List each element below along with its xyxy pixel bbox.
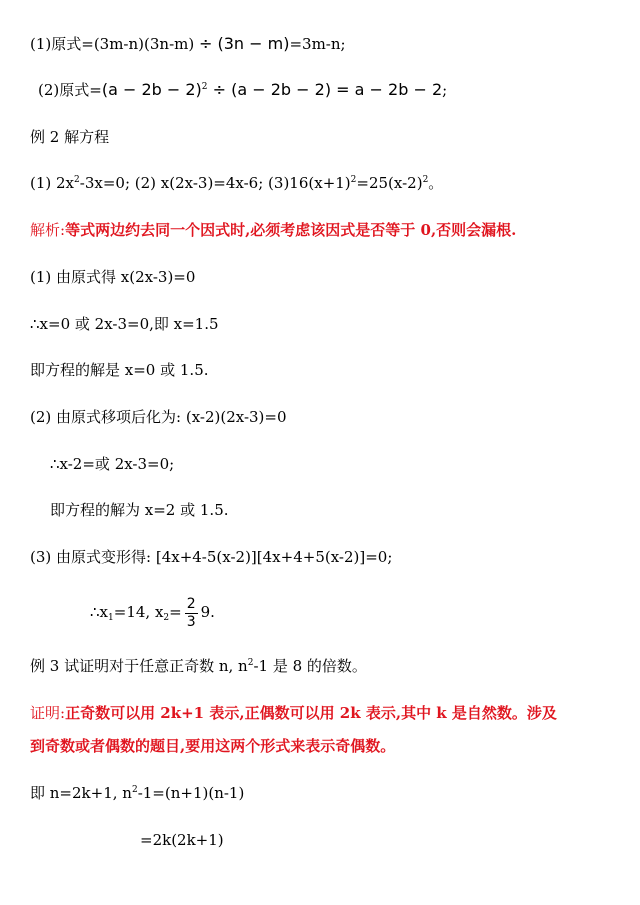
text: 即方程的解为 x=2 或 1.5. xyxy=(50,501,229,519)
analysis-text: 等式两边约去同一个因式时,必须考虑该因式是否等于 0,否则会漏根. xyxy=(65,221,517,239)
proof-step-2 xyxy=(140,830,224,850)
text: ; xyxy=(442,81,448,99)
step-1-answer xyxy=(30,360,209,380)
solution-line-1 xyxy=(30,34,346,54)
exponent: 2 xyxy=(131,785,138,795)
text: (3) 由原式变形得: [4x+4-5(x-2)][4x+4+5(x-2)]=0; xyxy=(30,548,393,566)
exponent: 2 xyxy=(247,658,254,668)
text: 例 3 试证明对于任意正奇数 n, n xyxy=(30,657,248,675)
fraction xyxy=(185,596,198,631)
solution-line-2 xyxy=(38,80,447,100)
text: 即 n=2k+1, n xyxy=(30,784,132,802)
text: =3m-n; xyxy=(289,35,346,53)
denominator: 3 xyxy=(186,613,196,630)
proof-line-2 xyxy=(30,736,395,756)
subscript: 2 xyxy=(163,613,170,623)
step-2-result xyxy=(50,454,174,474)
text: =2k(2k+1) xyxy=(140,831,224,849)
text: 。 xyxy=(428,174,444,192)
text: =25(x-2) xyxy=(356,174,423,192)
example-3-title xyxy=(30,656,367,676)
example-2-equations xyxy=(30,173,443,193)
text: ∴x-2=或 2x-3=0; xyxy=(50,455,175,473)
step-3 xyxy=(30,547,392,567)
text: (1) 由原式得 x(2x-3)=0 xyxy=(30,268,196,286)
proof-label: 证明: xyxy=(30,704,66,722)
text: 到奇数或者偶数的题目,要用这两个形式来表示奇偶数。 xyxy=(30,737,396,755)
proof-text: 正奇数可以用 2k+1 表示,正偶数可以用 2k 表示,其中 k 是自然数。涉及 xyxy=(65,704,557,722)
text: -1 是 8 的倍数。 xyxy=(253,657,367,675)
exponent: 2 xyxy=(74,175,80,185)
subscript: 1 xyxy=(108,613,114,623)
text: 即方程的解是 x=0 或 1.5. xyxy=(30,361,209,379)
exponent: 2 xyxy=(201,82,208,92)
text: (1) 2x xyxy=(30,174,75,192)
step-3-result xyxy=(90,592,215,632)
formula: (a − 2b − 2) xyxy=(101,80,202,99)
proof-step-1 xyxy=(30,783,244,803)
text: 9. xyxy=(200,603,215,621)
proof-line-1 xyxy=(30,703,557,723)
analysis-note xyxy=(30,220,516,240)
numerator: 2 xyxy=(186,595,196,612)
text: = xyxy=(169,603,182,621)
analysis-label: 解析: xyxy=(30,221,66,239)
text: (2) 由原式移项后化为: (x-2)(2x-3)=0 xyxy=(30,408,287,426)
step-2-answer xyxy=(50,500,229,520)
example-2-title xyxy=(30,127,109,147)
text: ∴x=0 或 2x-3=0,即 x=1.5 xyxy=(30,315,219,333)
text: 例 2 解方程 xyxy=(30,128,110,146)
step-2 xyxy=(30,407,287,427)
exponent: 2 xyxy=(422,175,429,185)
text: ∴x xyxy=(90,603,109,621)
step-1-result xyxy=(30,314,219,334)
formula: ÷ (a − 2b − 2) = a − 2b − 2 xyxy=(207,80,443,99)
text: -3x=0; (2) x(2x-3)=4x-6; (3)16(x+1) xyxy=(79,174,351,192)
step-1 xyxy=(30,267,195,287)
text: (1)原式=(3m-n)(3n-m) xyxy=(30,35,199,53)
text: (2)原式= xyxy=(38,81,102,99)
formula: ÷ (3n − m) xyxy=(199,34,290,53)
text: =14, x xyxy=(113,603,164,621)
text: -1=(n+1)(n-1) xyxy=(137,784,245,802)
exponent: 2 xyxy=(350,175,357,185)
